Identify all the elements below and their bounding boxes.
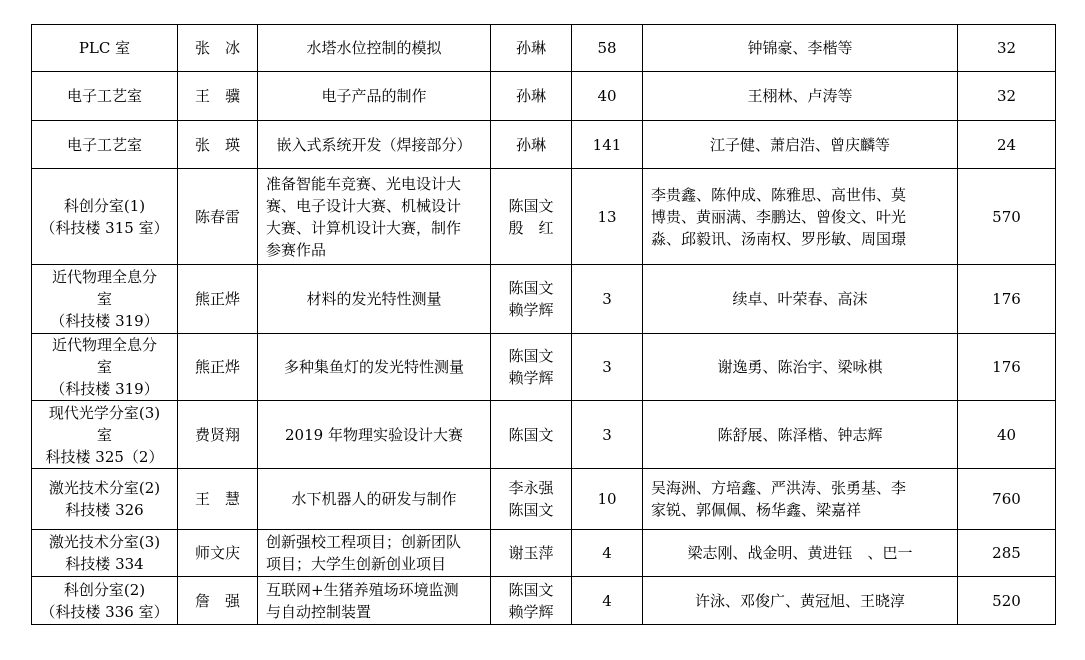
project-cell: 创新强校工程项目；创新团队 项目；大学生创新创业项目 (258, 530, 491, 577)
lab-cell: 电子工艺室 (32, 121, 178, 169)
hours-cell: 3 (572, 334, 643, 401)
teacher-cell: 孙琳 (491, 121, 572, 169)
lab-cell: 激光技术分室(3) 科技楼 334 (32, 530, 178, 577)
project-cell: 准备智能车竞赛、光电设计大 赛、电子设计大赛、机械设计 大赛、计算机设计大赛，制作 参赛作品 (258, 169, 491, 265)
students-cell: 梁志刚、战金明、黄进钰 、巴一 (643, 530, 958, 577)
project-cell: 2019 年物理实验设计大赛 (258, 401, 491, 469)
mentor-cell: 张 瑛 (178, 121, 258, 169)
hours-cell: 58 (572, 25, 643, 72)
students-cell: 江子健、萧启浩、曾庆麟等 (643, 121, 958, 169)
table-row (32, 577, 1056, 625)
count-cell: 176 (958, 265, 1056, 334)
project-cell: 材料的发光特性测量 (258, 265, 491, 334)
count-cell: 520 (958, 577, 1056, 625)
hours-cell: 4 (572, 577, 643, 625)
count-cell: 40 (958, 401, 1056, 469)
hours-cell: 141 (572, 121, 643, 169)
count-cell: 32 (958, 25, 1056, 72)
teacher-cell: 孙琳 (491, 25, 572, 72)
count-cell: 176 (958, 334, 1056, 401)
mentor-cell: 陈春雷 (178, 169, 258, 265)
mentor-cell: 詹 强 (178, 577, 258, 625)
count-cell: 24 (958, 121, 1056, 169)
hours-cell: 3 (572, 401, 643, 469)
table-row (32, 121, 1056, 169)
lab-cell: 近代物理全息分 室 （科技楼 319） (32, 265, 178, 334)
count-cell: 285 (958, 530, 1056, 577)
count-cell: 760 (958, 469, 1056, 530)
hours-cell: 4 (572, 530, 643, 577)
count-cell: 32 (958, 72, 1056, 121)
table-row (32, 469, 1056, 530)
lab-cell: 激光技术分室(2) 科技楼 326 (32, 469, 178, 530)
mentor-cell: 王 慧 (178, 469, 258, 530)
count-cell: 570 (958, 169, 1056, 265)
teacher-cell: 李永强 陈国文 (491, 469, 572, 530)
students-cell: 李贵鑫、陈仲成、陈雅思、高世伟、莫 博贵、黄丽满、李鹏达、曾俊文、叶光 淼、邱毅讯、汤南权、罗彤敏、周国璟 (643, 169, 958, 265)
table-row (32, 530, 1056, 577)
students-cell: 吴海洲、方培鑫、严洪涛、张勇基、李 家锐、郭佩佩、杨华鑫、梁嘉祥 (643, 469, 958, 530)
students-cell: 钟锦豪、李楷等 (643, 25, 958, 72)
students-cell: 续卓、叶荣春、高沫 (643, 265, 958, 334)
mentor-cell: 张 冰 (178, 25, 258, 72)
table-row (32, 72, 1056, 121)
lab-cell: 现代光学分室(3) 室 科技楼 325（2） (32, 401, 178, 469)
teacher-cell: 陈国文 殷 红 (491, 169, 572, 265)
teacher-cell: 谢玉萍 (491, 530, 572, 577)
project-cell: 电子产品的制作 (258, 72, 491, 121)
students-cell: 谢逸勇、陈治宇、梁咏棋 (643, 334, 958, 401)
hours-cell: 10 (572, 469, 643, 530)
lab-cell: PLC 室 (32, 25, 178, 72)
students-cell: 许泳、邓俊广、黄冠旭、王晓淳 (643, 577, 958, 625)
table-row (32, 401, 1056, 469)
project-cell: 互联网+生猪养殖场环境监测 与自动控制装置 (258, 577, 491, 625)
mentor-cell: 熊正烨 (178, 265, 258, 334)
students-cell: 王栩林、卢涛等 (643, 72, 958, 121)
hours-cell: 40 (572, 72, 643, 121)
mentor-cell: 费贤翔 (178, 401, 258, 469)
project-cell: 水下机器人的研发与制作 (258, 469, 491, 530)
lab-cell: 科创分室(2) （科技楼 336 室） (32, 577, 178, 625)
teacher-cell: 陈国文 赖学辉 (491, 577, 572, 625)
teacher-cell: 陈国文 赖学辉 (491, 334, 572, 401)
students-cell: 陈舒展、陈泽楷、钟志辉 (643, 401, 958, 469)
lab-project-table (31, 24, 1056, 625)
teacher-cell: 陈国文 赖学辉 (491, 265, 572, 334)
lab-cell: 近代物理全息分 室 （科技楼 319） (32, 334, 178, 401)
hours-cell: 13 (572, 169, 643, 265)
mentor-cell: 师文庆 (178, 530, 258, 577)
lab-cell: 电子工艺室 (32, 72, 178, 121)
teacher-cell: 孙琳 (491, 72, 572, 121)
lab-cell: 科创分室(1) （科技楼 315 室） (32, 169, 178, 265)
hours-cell: 3 (572, 265, 643, 334)
teacher-cell: 陈国文 (491, 401, 572, 469)
project-cell: 嵌入式系统开发（焊接部分） (258, 121, 491, 169)
project-cell: 多种集鱼灯的发光特性测量 (258, 334, 491, 401)
mentor-cell: 熊正烨 (178, 334, 258, 401)
project-cell: 水塔水位控制的模拟 (258, 25, 491, 72)
table-row (32, 169, 1056, 265)
table-row (32, 265, 1056, 334)
table-row (32, 334, 1056, 401)
table-row (32, 25, 1056, 72)
mentor-cell: 王 骥 (178, 72, 258, 121)
